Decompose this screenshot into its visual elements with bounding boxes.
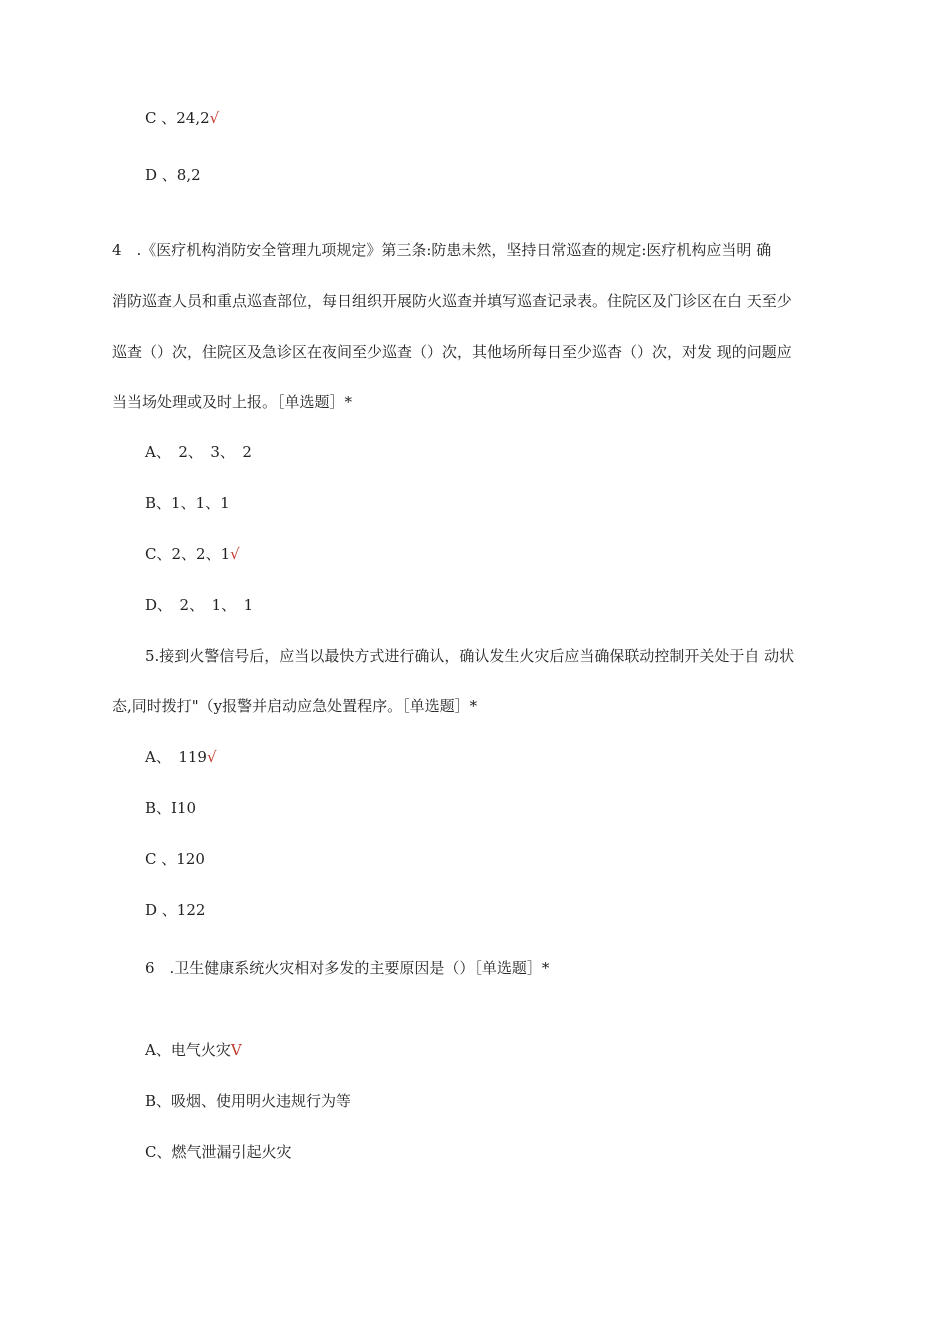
question-4-line-1: 4 .《医疗机构消防安全管理九项规定》第三条:防患未然，坚持日常巡查的规定:医疗机构应当明 确: [112, 241, 772, 259]
question-5-line-2: 态,同时拨打"（y报警并启动应急处置程序。［单选题］*: [112, 697, 478, 715]
question-6-line-1: 6 .卫生健康系统火灾相对多发的主要原因是（）［单选题］*: [145, 959, 550, 977]
option-q4-b: [145, 493, 230, 513]
check-mark-icon: √: [230, 545, 240, 563]
option-q3-c: [145, 108, 219, 128]
option-q5-c: [145, 849, 205, 869]
option-text: A、 2、 3、 2: [145, 443, 252, 461]
option-text: C、2、2、1: [145, 545, 231, 563]
option-text: B、吸烟、使用明火违规行为等: [145, 1092, 352, 1110]
option-q6-b: [145, 1091, 351, 1111]
option-text: D、 2、 1、 1: [145, 596, 254, 614]
option-q5-d: [145, 900, 205, 920]
option-q5-b: [145, 798, 196, 818]
option-q4-d: [145, 595, 253, 615]
option-text: D 、8,2: [145, 166, 201, 184]
option-text: A、电气火灾: [145, 1041, 231, 1059]
option-text: C、燃气泄漏引起火灾: [145, 1143, 292, 1161]
question-5-line-1: 5.接到火警信号后，应当以最快方式进行确认，确认发生火灾后应当确保联动控制开关处于自 动状: [145, 647, 795, 665]
option-text: D 、122: [145, 901, 206, 919]
option-q4-a: [145, 442, 252, 462]
option-q5-a: [145, 747, 217, 767]
option-q4-c: [145, 544, 240, 564]
option-text: B、I10: [145, 799, 197, 817]
question-4-line-3: 巡查（）次，住院区及急诊区在夜间至少巡查（）次，其他场所每日至少巡杳（）次，对发 现的问题应: [112, 343, 792, 361]
check-mark-icon: V: [230, 1041, 242, 1059]
question-4-line-4: 当当场处理或及时上报。［单选题］*: [112, 393, 353, 411]
check-mark-icon: √: [206, 748, 217, 766]
option-q6-a: [145, 1040, 242, 1060]
option-text: B、1、1、1: [145, 494, 230, 512]
option-q3-d: [145, 165, 201, 185]
question-4-line-2: 消防巡查人员和重点巡查部位，每日组织开展防火巡查并填写巡查记录表。住院区及门诊区在白 天至少: [112, 292, 792, 310]
option-text: A、 119: [145, 748, 207, 766]
option-q6-c: [145, 1142, 291, 1162]
check-mark-icon: √: [209, 109, 220, 127]
option-text: C 、24,2: [145, 109, 210, 127]
option-text: C 、120: [145, 850, 205, 868]
